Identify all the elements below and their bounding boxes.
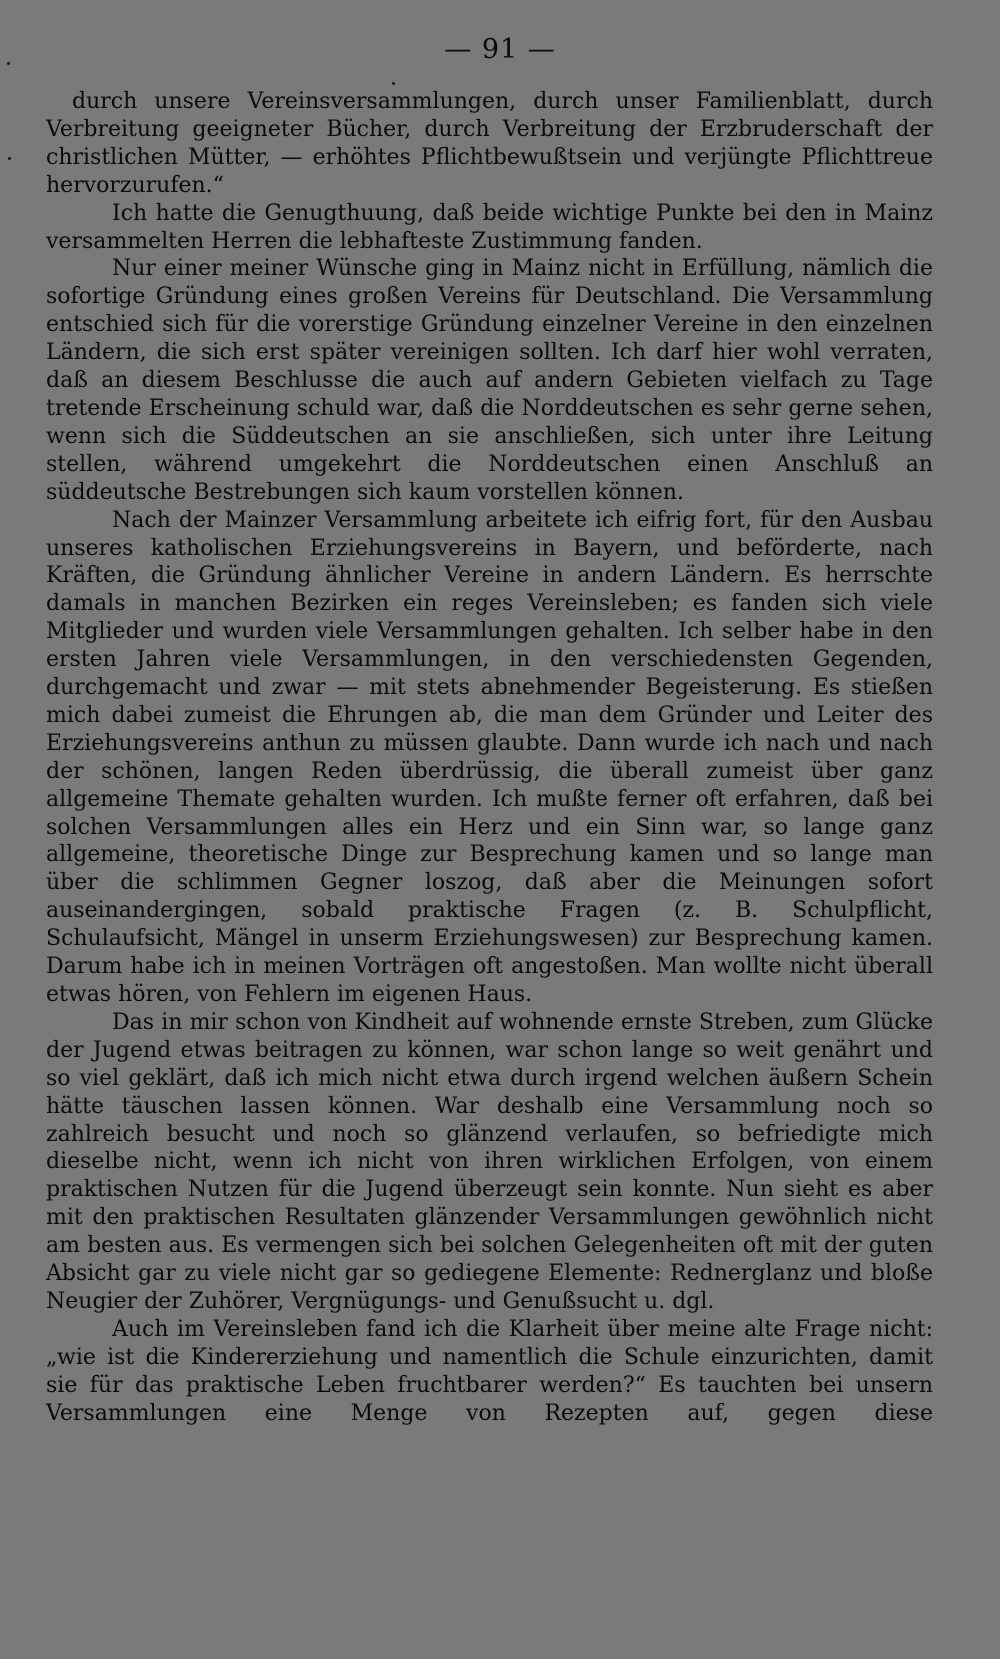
ink-speck xyxy=(7,62,10,65)
paragraph: Nur einer meiner Wünsche ging in Mainz nicht in Erfüllung, nämlich die sofortige Gründung eines großen Vereins für Deutschland. Die Versammlung entschied sich für die vorerstige Gründung einzelner Vereine in den einzelnen Ländern, die sich erst später vereinigen sollten. Ich darf hier wohl verraten, daß an diesem Beschlusse die auch auf andern Gebieten vielfach zu Tage tretende Erscheinung schuld war, daß die Norddeutschen es sehr gerne sehen, wenn sich die Süddeutschen an sie anschließen, sich unter ihre Leitung stellen, während umgekehrt die Norddeutschen einen Anschluß an süddeutsche Bestrebungen sich kaum vorstellen können. xyxy=(46,256,933,505)
paragraph: Ich hatte die Genugthuung, daß beide wichtige Punkte bei den in Mainz versammelten Herren die lebhafteste Zustimmung fanden. xyxy=(46,200,933,254)
ink-speck xyxy=(392,82,395,85)
body-text xyxy=(46,88,933,1428)
paragraph: Das in mir schon von Kindheit auf wohnende ernste Streben, zum Glücke der Jugend etwas beitragen zu können, war schon lange so weit genährt und so viel geklärt, daß ich mich nicht etwa durch irgend welchen äußern Schein hätte täuschen lassen können. War deshalb eine Versammlung noch so zahlreich besucht und noch so glänzend verlaufen, so befriedigte mich dieselbe nicht, wenn ich nicht von ihren wirklichen Erfolgen, von einem praktischen Nutzen für die Jugend überzeugt sein konnte. Nun sieht es aber mit den praktischen Resultaten glänzender Versammlungen gewöhnlich nicht am besten aus. Es vermengen sich bei solchen Gelegenheiten oft mit der guten Absicht gar zu viele nicht gar so gediegene Elemente: Rednerglanz und bloße Neugier der Zuhörer, Vergnügungs- und Genußsucht u. dgl. xyxy=(46,1009,933,1314)
paragraph: Nach der Mainzer Versammlung arbeitete ich eifrig fort, für den Ausbau unseres katholischen Erziehungsvereins in Bayern, und beförderte, nach Kräften, die Gründung ähnlicher Vereine in andern Ländern. Es herrschte damals in manchen Bezirken ein reges Vereinsleben; es fanden sich viele Mitglieder und wurden viele Versammlungen gehalten. Ich selber habe in den ersten Jahren viele Versammlungen, in den verschiedensten Gegenden, durchgemacht und zwar — mit stets abnehmender Begeisterung. Es stießen mich dabei zumeist die Ehrungen ab, die man dem Gründer und Leiter des Erziehungsvereins anthun zu müssen glaubte. Dann wurde ich nach und nach der schönen, langen Reden überdrüssig, die überall zumeist über ganz allgemeine Themate gehalten wurden. Ich mußte ferner oft erfahren, daß bei solchen Versammlungen alles ein Herz und ein Sinn war, so lange ganz allgemeine, theoretische Dinge zur Besprechung kamen und so lange man über die schlimmen Gegner loszog, daß aber die Meinungen sofort auseinandergingen, sobald praktische Fragen (z. B. Schulpflicht, Schulaufsicht, Mängel in unserm Erziehungswesen) zur Besprechung kamen. Darum habe ich in meinen Vorträgen oft angestoßen. Man wollte nicht überall etwas hören, von Fehlern im eigenen Haus. xyxy=(46,507,933,1007)
paragraph: Auch im Vereinsleben fand ich die Klarheit über meine alte Frage nicht: „wie ist die Kindererziehung und namentlich die Schule einzurichten, damit sie für das praktische Leben fruchtbarer werden?“ Es tauchten bei unsern Versammlungen eine Menge von Rezepten auf, gegen diese xyxy=(46,1316,933,1426)
page-number: — 91 — xyxy=(444,34,556,65)
ink-speck xyxy=(8,157,11,160)
paragraph: durch unsere Vereinsversammlungen, durch unser Familienblatt, durch Verbreitung geeigneter Bücher, durch Verbreitung der Erzbruderschaft der christlichen Mütter, — erhöhtes Pflichtbewußtsein und verjüngte Pflichttreue hervorzurufen.“ xyxy=(46,89,933,198)
